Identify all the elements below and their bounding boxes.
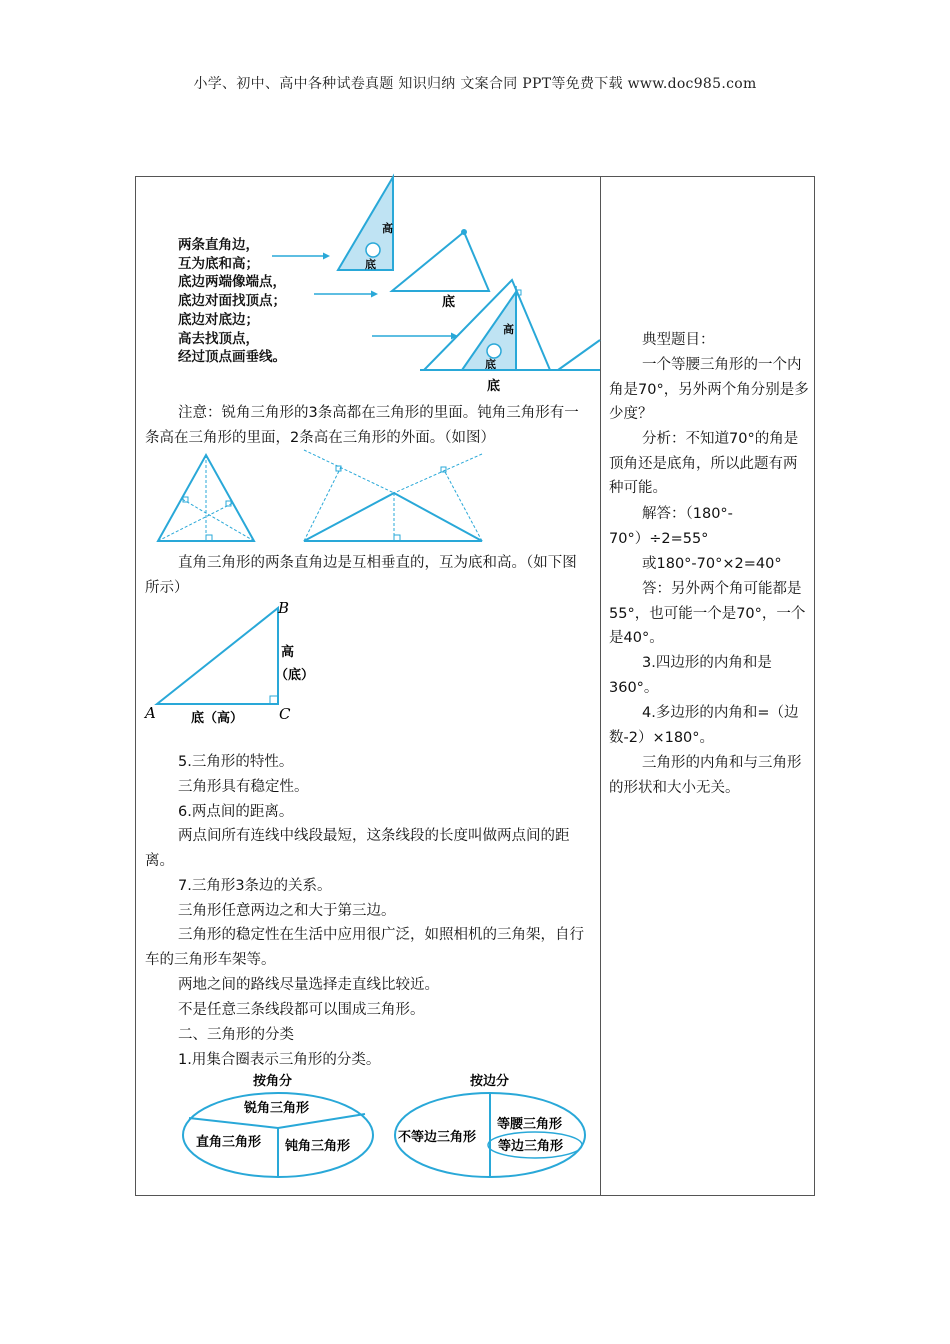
item-6: 6.两点间的距离。 bbox=[178, 804, 294, 820]
vertex-a: A bbox=[145, 704, 156, 722]
sidebar-solution-1b: 70°）÷2=55° bbox=[609, 531, 709, 547]
partial-triangle bbox=[558, 340, 600, 370]
label-gao: 高 bbox=[281, 645, 295, 660]
item-stability-usage: 三角形的稳定性在生活中应用很广泛，如照相机的三角架，自行车的三角形车架等。 bbox=[145, 927, 584, 968]
sidebar-answer: 答：另外两个角可能都是55°，也可能一个是70°，一个是40°。 bbox=[609, 581, 806, 647]
note-paragraph: 注意：锐角三角形的3条高都在三角形的里面。钝角三角形有一条高在三角形的里面，2条高在三角形的外面。（如图） bbox=[145, 405, 579, 446]
apex-point bbox=[461, 229, 467, 235]
arrow-head-1 bbox=[323, 253, 330, 260]
sidebar-fact-3: 3.四边形的内角和是360°。 bbox=[609, 655, 772, 696]
sidebar-fact-5: 三角形的内角和与三角形的形状和大小无关。 bbox=[609, 755, 802, 796]
right-triangle-paragraph: 直角三角形的两条直角边是互相垂直的，互为底和高。（如下图所示） bbox=[145, 555, 577, 596]
by-side-title: 按边分 bbox=[470, 1074, 510, 1089]
vertex-b: B bbox=[278, 599, 290, 617]
by-angle-title: 按角分 bbox=[253, 1074, 293, 1089]
label-di-2: 底 bbox=[442, 295, 456, 310]
label-di-4: 底 bbox=[487, 379, 501, 394]
mnemonic-line: 底边对底边； bbox=[178, 311, 259, 328]
page-header: 小学、初中、高中各种试卷真题 知识归纳 文案合同 PPT等免费下载 www.doc985.com bbox=[193, 76, 757, 92]
item-not-any-segments: 不是任意三条线段都可以围成三角形。 bbox=[178, 1002, 425, 1018]
obtuse-extension-left bbox=[304, 450, 394, 493]
mnemonic-text bbox=[178, 236, 286, 367]
angle-divider-left bbox=[189, 1118, 278, 1128]
obtuse-triangle bbox=[304, 493, 482, 541]
obtuse-height-left bbox=[304, 467, 341, 541]
mnemonic-line: 两条直角边， bbox=[178, 237, 259, 253]
column-divider bbox=[600, 176, 601, 1196]
classification-sets bbox=[136, 1068, 600, 1183]
set-right: 直角三角形 bbox=[196, 1135, 262, 1150]
right-angle-marker bbox=[366, 243, 380, 257]
height-marker bbox=[487, 344, 501, 358]
heights-comparison-figure bbox=[136, 447, 556, 547]
set-equilateral: 等边三角形 bbox=[498, 1139, 564, 1154]
item-set-diagram: 1.用集合圈表示三角形的分类。 bbox=[178, 1052, 381, 1068]
section-classification: 二、三角形的分类 bbox=[178, 1027, 294, 1043]
sidebar-analysis: 分析：不知道70°的角是顶角还是底角，所以此题有两种可能。 bbox=[609, 431, 799, 497]
arrow-head-2 bbox=[371, 291, 378, 298]
mnemonic-line: 底边两端像端点， bbox=[178, 274, 286, 291]
sidebar-question: 一个等腰三角形的一个内角是70°，另外两个角分别是多少度？ bbox=[609, 357, 809, 423]
sidebar-title: 典型题目： bbox=[642, 332, 715, 348]
obtuse-extension-right bbox=[394, 454, 482, 493]
item-stability: 三角形具有稳定性。 bbox=[178, 779, 309, 795]
right-angle-tick bbox=[270, 696, 278, 704]
mnemonic-line: 高去找顶点， bbox=[178, 330, 259, 347]
mnemonic-line: 经过顶点画垂线。 bbox=[178, 349, 286, 366]
sidebar-solution-2: 或180°-70°×2=40° bbox=[642, 556, 782, 572]
set-isosceles: 等腰三角形 bbox=[497, 1117, 563, 1132]
sidebar-fact-4: 4.多边形的内角和=（边数-2）×180°。 bbox=[609, 705, 799, 746]
triangle-base-example bbox=[392, 232, 489, 291]
label-di-1: 底 bbox=[365, 258, 376, 271]
item-5: 5.三角形的特性。 bbox=[178, 754, 294, 770]
item-straight-line: 两地之间的路线尽量选择走直线比较近。 bbox=[178, 977, 439, 993]
label-di-bottom: 底（高） bbox=[191, 711, 244, 726]
sidebar-solution-1a: 解答：（180°- bbox=[642, 506, 733, 522]
mnemonic-line: 互为底和高； bbox=[178, 255, 259, 272]
label-di-paren: （底） bbox=[275, 668, 315, 683]
mnemonic-line: 底边对面找顶点； bbox=[178, 293, 286, 310]
angle-divider-right bbox=[278, 1114, 365, 1128]
right-triangle-abc bbox=[136, 597, 436, 732]
vertex-c: C bbox=[279, 705, 291, 723]
item-side-rule: 三角形任意两边之和大于第三边。 bbox=[178, 903, 396, 919]
set-obtuse: 钝角三角形 bbox=[285, 1139, 351, 1154]
set-scalene: 不等边三角形 bbox=[398, 1130, 477, 1145]
triangle-abc bbox=[157, 608, 278, 704]
acute-tick bbox=[226, 501, 231, 506]
item-distance: 两点间所有连线中线段最短，这条线段的长度叫做两点间的距离。 bbox=[145, 828, 570, 869]
item-7: 7.三角形3条边的关系。 bbox=[178, 878, 332, 894]
label-gao-2: 高 bbox=[503, 323, 514, 336]
label-di-3: 底 bbox=[485, 358, 496, 371]
label-gao-1: 高 bbox=[382, 222, 393, 235]
set-acute: 锐角三角形 bbox=[244, 1101, 310, 1116]
